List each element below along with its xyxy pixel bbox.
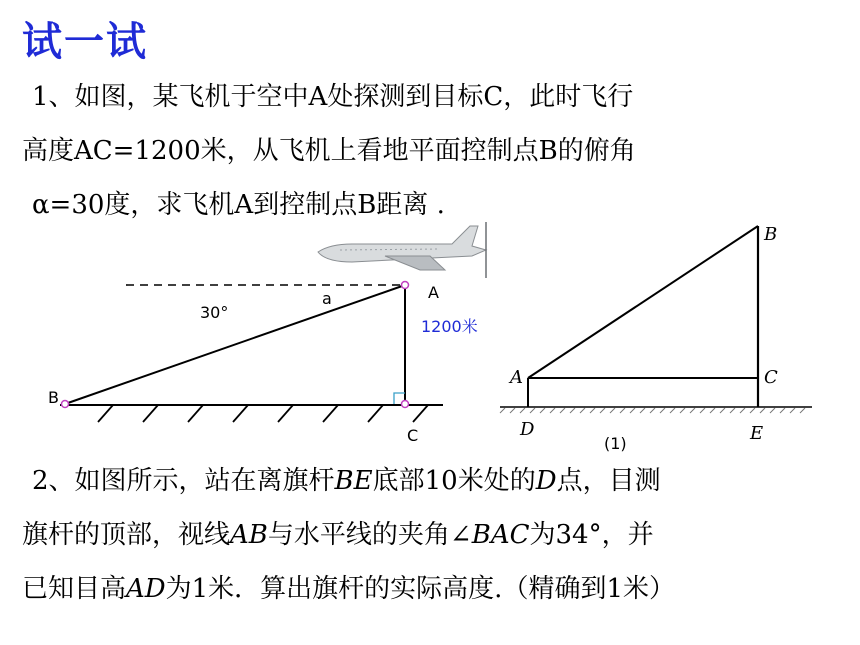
problem-1-line-3: α=30度，求飞机A到控制点B距离 . <box>32 190 445 220</box>
point-B-label-2: B <box>764 224 778 245</box>
angle-30-label: 30° <box>200 303 229 322</box>
var-AD: AD <box>126 574 166 604</box>
point-C-label-2: C <box>764 367 778 388</box>
problem-2-line-1 <box>22 454 675 508</box>
problem-2-line-2 <box>22 508 675 562</box>
p2-l1-b: 底部10米处的 <box>372 466 536 496</box>
var-D: D <box>535 466 557 496</box>
problem-2-text <box>22 454 675 616</box>
point-C-label: C <box>407 426 419 445</box>
p2-l2-b: 与水平线的夹角 <box>267 520 450 550</box>
side-a-label: a <box>322 289 332 308</box>
p2-l2-c: 为34°，并 <box>529 520 654 550</box>
p2-l3-b: 为1米．算出旗杆的实际高度.（精确到1米） <box>165 574 675 604</box>
p2-l2-a: 旗杆的顶部，视线 <box>22 520 231 550</box>
p2-l1-a: 2、如图所示，站在离旗杆 <box>32 466 335 496</box>
point-D-label: D <box>520 419 535 440</box>
height-1200-label: 1200米 <box>421 317 478 336</box>
problem-1-line-1: 1、如图，某飞机于空中A处探测到目标C，此时飞行 <box>32 82 634 112</box>
var-BE: BE <box>334 466 373 496</box>
p2-l3-a: 已知目高 <box>22 574 127 604</box>
point-E-label: E <box>750 423 764 444</box>
problem-1-line-2: 高度AC=1200米，从飞机上看地平面控制点B的俯角 <box>22 136 636 166</box>
var-angle-BAC: ∠BAC <box>449 520 530 550</box>
slide-title: 试一试 <box>22 19 148 65</box>
figure-2-caption: (1) <box>604 434 627 453</box>
point-B-label: B <box>48 388 59 407</box>
p2-l1-c: 点，目测 <box>556 466 661 496</box>
point-A-label-2: A <box>510 367 523 388</box>
problem-2-line-3 <box>22 562 675 616</box>
line-AB-2 <box>528 226 758 378</box>
var-AB: AB <box>230 520 268 550</box>
point-A-label: A <box>428 283 439 302</box>
ground-hatching-2 <box>500 408 805 413</box>
